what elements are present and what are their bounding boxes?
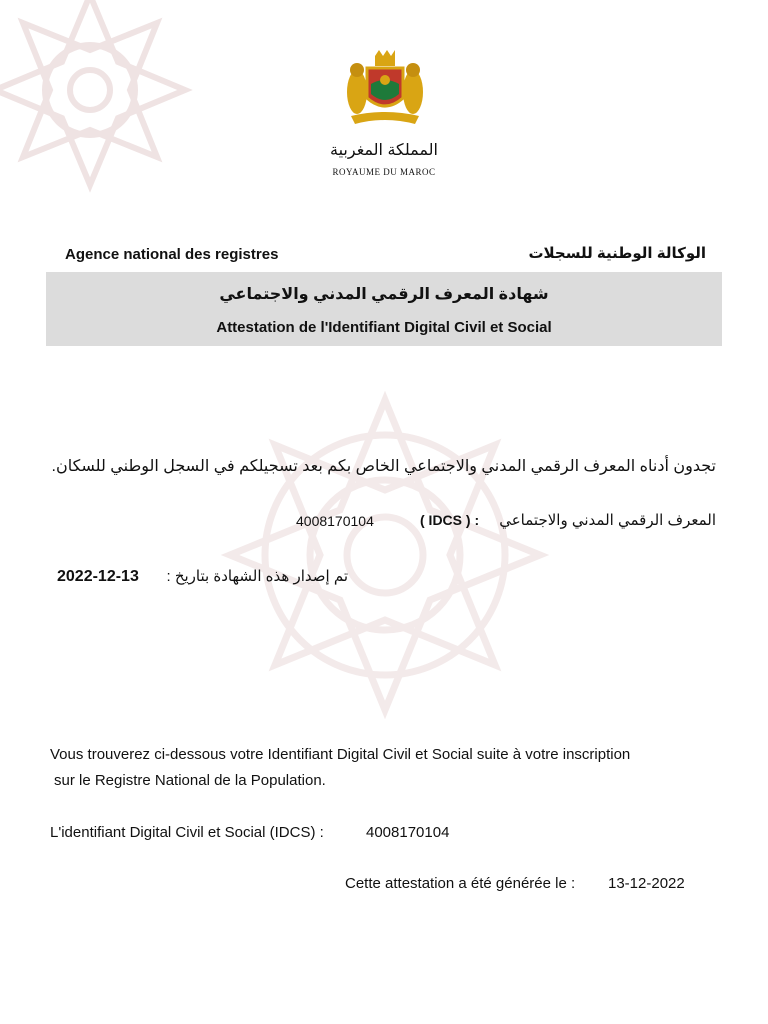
french-generated-label: Cette attestation a été générée le :: [345, 875, 576, 892]
french-intro-line2: sur le Registre National de la Population.: [54, 772, 326, 789]
kingdom-name-french: ROYAUME DU MAROC: [332, 167, 436, 177]
arabic-idcs-abbrev: ( IDCS ) :: [420, 512, 480, 528]
french-generated-date: 13-12-2022: [608, 875, 685, 892]
agency-name-arabic: الوكالة الوطنية للسجلات: [528, 245, 706, 262]
title-french: Attestation de l'Identifiant Digital Civil et Social: [216, 319, 552, 336]
french-idcs-value: 4008170104: [366, 824, 450, 841]
agency-name-french: Agence national des registres: [65, 246, 279, 263]
ornament-top-left: [0, 0, 200, 200]
arabic-issued-date: 2022-12-13: [57, 568, 139, 585]
french-idcs-label: L'identifiant Digital Civil et Social (IDCS) :: [50, 824, 324, 841]
kingdom-name-arabic: المملكة المغربية: [330, 142, 438, 159]
arabic-idcs-value: 4008170104: [296, 513, 374, 529]
title-arabic: شهادة المعرف الرقمي المدني والاجتماعي: [219, 286, 549, 303]
arabic-issued-label: تم إصدار هذه الشهادة بتاريخ :: [166, 568, 348, 585]
arabic-intro: تجدون أدناه المعرف الرقمي المدني والاجتماعي الخاص بكم بعد تسجيلكم في السجل الوطني للسكان.: [51, 458, 716, 475]
french-intro-line1: Vous trouverez ci-dessous votre Identifiant Digital Civil et Social suite à votre inscription: [50, 746, 631, 763]
royal-emblem: [343, 50, 427, 130]
ornament-center-watermark: [220, 390, 550, 720]
arabic-idcs-label: المعرف الرقمي المدني والاجتماعي: [499, 512, 716, 529]
